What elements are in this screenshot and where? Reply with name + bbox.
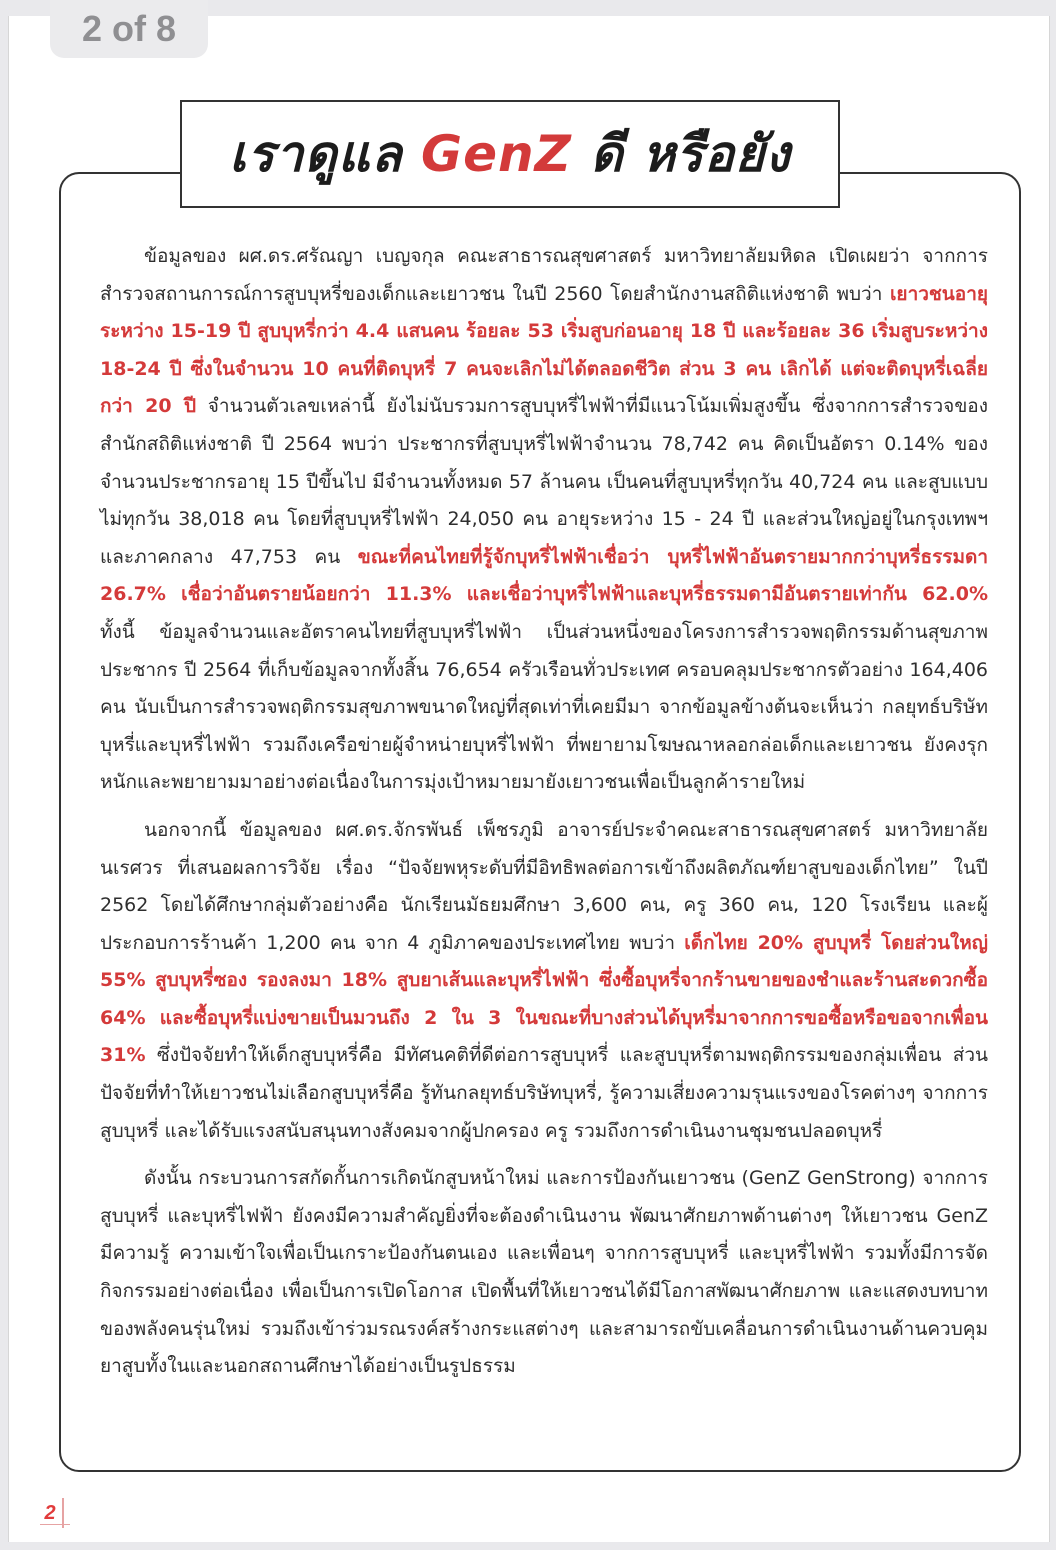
article-body [100,238,988,1396]
page-indicator: 2 of 8 [50,0,208,58]
paragraph-3 [100,1160,988,1386]
paragraph-1-segment: จำนวนตัวเลขเหล่านี้ ยังไม่นับรวมการสูบบุหรี่ไฟฟ้าที่มีแนวโน้มเพิ่มสูงขึ้น ซึ่งจากการสำรวจของสำนักสถิติแห่งชาติ ปี 2564 พบว่า ประชากรที่สูบบุหรี่ไฟฟ้าจำนวน 78,742 คน คิดเป็นอัตรา 0.14% ของจำนวนประชากรอายุ 15 ปีขึ้นไป มีจำนวนทั้งหมด 57 ล้านคน เป็นคนที่สูบบุหรี่ทุกวัน 40,724 คน และสูบแบบไม่ทุกวัน 38,018 คน โดยที่สูบบุหรี่ไฟฟ้า 24,050 คน อายุระหว่าง 15 - 24 ปี และส่วนใหญ่อยู่ในกรุงเทพฯ และภาคกลาง 47,753 คน [100,395,988,568]
paragraph-1-segment: ทั้งนี้ ข้อมูลจำนวนและอัตราคนไทยที่สูบบุหรี่ไฟฟ้า เป็นส่วนหนึ่งของโครงการสำรวจพฤติกรรมด้านสุขภาพประชากร ปี 2564 ที่เก็บข้อมูลจากทั้งสิ้น 76,654 ครัวเรือนทั่วประเทศ ครอบคลุมประชากรตัวอย่าง 164,406 คน นับเป็นการสำรวจพฤติกรรมสุขภาพขนาดใหญ่ที่สุดเท่าที่เคยมีมา จากข้อมูลข้างต้นจะเห็นว่า กลยุทธ์บริษัทบุหรี่และบุหรี่ไฟฟ้า รวมถึงเครือข่ายผู้จำหน่ายบุหรี่ไฟฟ้า ที่พยายามโฆษณาหลอกล่อเด็กและเยาวชน ยังคงรุกหนักและพยายามมาอย่างต่อเนื่องในการมุ่งเป้าหมายมายังเยาวชนเพื่อเป็นลูกค้ารายใหม่ [100,620,988,794]
paragraph-2 [100,812,988,1150]
paragraph-1 [100,238,988,802]
paragraph-1-segment: ข้อมูลของ ผศ.ดร.ศรัณญา เบญจกุล คณะสาธารณสุขศาสตร์ มหาวิทยาลัยมหิดล เปิดเผยว่า จากการสำรวจสถานการณ์การสูบบุหรี่ของเด็กและเยาวชน ในปี 2560 โดยสำนักงานสถิติแห่งชาติ พบว่า [100,245,988,305]
paragraph-2-segment: นอกจากนี้ ข้อมูลของ ผศ.ดร.จักรพันธ์ เพ็ชรภูมิ อาจารย์ประจำคณะสาธารณสุขศาสตร์ มหาวิทยาลัยนเรศวร ที่เสนอผลการวิจัย เรื่อง “ปัจจัยพหุระดับที่มีอิทธิพลต่อการเข้าถึงผลิตภัณฑ์ยาสูบของเด็กไทย” ในปี 2562 โดยได้ศึกษากลุ่มตัวอย่างคือ นักเรียนมัธยมศึกษา 3,600 คน, ครู 360 คน, 120 โรงเรียน และผู้ประกอบการร้านค้า 1,200 คน จาก 4 ภูมิภาคของประเทศไทย พบว่า [100,818,988,954]
page-number: 2 [38,1498,64,1528]
registration-mark [40,1524,70,1525]
paragraph-3-segment: ดังนั้น กระบวนการสกัดกั้นการเกิดนักสูบหน้าใหม่ และการป้องกันเยาวชน (GenZ GenStrong) จากการสูบบุหรี่ และบุหรี่ไฟฟ้า ยังคงมีความสำคัญยิ่งที่จะต้องดำเนินงาน พัฒนาศักยภาพด้านต่างๆ ให้เยาวชน GenZ มีความรู้ ความเข้าใจเพื่อเป็นเกราะป้องกันตนเอง และเพื่อนๆ จากการสูบบุหรี่ และบุหรี่ไฟฟ้า รวมทั้งมีการจัดกิจกรรมอย่างต่อเนื่อง เพื่อเป็นการเปิดโอกาส เปิดพื้นที่ให้เยาวชนได้มีโอกาสพัฒนาศักยภาพ และแสดงบทบาทของพลังคนรุ่นใหม่ รวมถึงเข้าร่วมรณรงค์สร้างกระแสต่างๆ และสามารถขับเคลื่อนการดำเนินงานด้านควบคุมยาสูบทั้งในและนอกสถานศึกษาได้อย่างเป็นรูปธรรม [100,1167,988,1378]
title-accent: GenZ [421,124,572,183]
title-box [180,100,840,208]
title-part-1: เราดูแล [229,124,422,183]
paragraph-2-highlight: เด็กไทย 20% สูบบุหรี่ โดยส่วนใหญ่ 55% สูบบุหรี่ซอง รองลงมา 18% สูบยาเส้นและบุหรี่ไฟฟ้า ซึ่งซื้อบุหรี่จากร้านขายของชำและร้านสะดวกซื้อ 64% และซื้อบุหรี่แบ่งขายเป็นมวนถึง 2 ใน 3 ในขณะที่บางส่วนได้บุหรี่มาจากการขอซื้อหรือขอจากเพื่อน 31% [100,931,988,1067]
paragraph-1-highlight: ขณะที่คนไทยที่รู้จักบุหรี่ไฟฟ้าเชื่อว่า บุหรี่ไฟฟ้าอันตรายมากกว่าบุหรี่ธรรมดา 26.7% เชื่อว่าอันตรายน้อยกว่า 11.3% และเชื่อว่าบุหรี่ไฟฟ้าและบุหรี่ธรรมดามีอันตรายเท่ากัน 62.0% [100,545,989,606]
title-part-2: ดี หรือยัง [571,124,791,183]
paragraph-1-highlight: เยาวชนอายุ ระหว่าง 15-19 ปี สูบบุหรี่กว่า 4.4 แสนคน ร้อยละ 53 เริ่มสูบก่อนอายุ 18 ปี และร้อยละ 36 เริ่มสูบระหว่าง 18-24 ปี ซึ่งในจำนวน 10 คนที่ติดบุหรี่ 7 คนจะเลิกไม่ได้ตลอดชีวิต ส่วน 3 คน เลิกได้ แต่จะติดบุหรี่เฉลี่ยกว่า 20 ปี [100,282,988,418]
paragraph-2-segment: ซึ่งปัจจัยทำให้เด็กสูบบุหรี่คือ มีทัศนคติที่ดีต่อการสูบบุหรี่ และสูบบุหรี่ตามพฤติกรรมของกลุ่มเพื่อน ส่วนปัจจัยที่ทำให้เยาวชนไม่เลือกสูบบุหรี่คือ รู้ทันกลยุทธ์บริษัทบุหรี่, รู้ความเสี่ยงความรุนแรงของโรคต่างๆ จากการสูบบุหรี่ และได้รับแรงสนับสนุนทางสังคมจากผู้ปกครอง ครู รวมถึงการดำเนินงานชุมชนปลอดบุหรี่ [100,1044,988,1142]
page-title [229,115,790,194]
